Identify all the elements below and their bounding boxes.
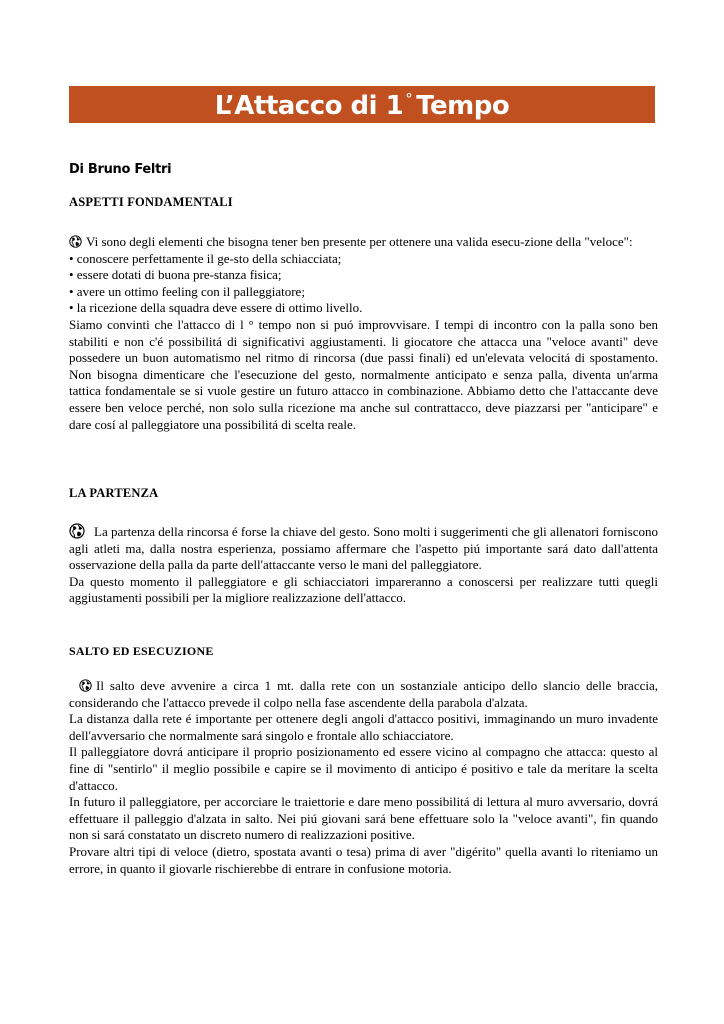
aspetti-intro (69, 234, 658, 251)
bullet-item: • la ricezione della squadra deve essere di ottimo livello. (69, 300, 363, 316)
partenza-text-1: La partenza della rincorsa é forse la chiave del gesto. Sono molti i suggerimenti che gli allenatori forniscono agli atleti ma, dalla nostra esperienza, possiamo affermare che l'aspetto piú importante sará dato dall'attenta osservazione della palla da parte dell'attaccante verso le mani del palleggiatore. (69, 524, 658, 573)
bullet-item: • avere un ottimo feeling con il palleggiatore; (69, 283, 305, 299)
salto-paragraph-5: Provare altri tipi di veloce (dietro, spostata avanti o tesa) prima di aver "digérito" quella avanti lo riteniamo un errore, in quanto il giovarle rischierebbe di entrare in confusione motoria. (69, 843, 658, 876)
title-text-end: Tempo (416, 91, 510, 121)
section-heading-salto: SALTO ED ESECUZIONE (69, 644, 214, 658)
salto-paragraph-3: Il palleggiatore dovrá anticipare il proprio posizionamento ed essere vicino al compagno che attacca: questo al fine di "sentirlo" il meglio possibile e capire se il movimento di anticipo é positivo e tale da meritare la scelta d'attacco. (69, 744, 658, 793)
author-line: Di Bruno Feltri (69, 162, 172, 177)
section-aspetti-body (69, 234, 658, 433)
salto-text-1: Il salto deve avvenire a circa 1 mt. dalla rete con un sostanziale anticipo dello slancio delle braccia, considerando che l'attacco prevede il colpo nella fase ascendente della parabola d'alzata. (69, 678, 658, 710)
title-banner (69, 86, 655, 123)
bullet-item: • essere dotati di buona pre-stanza fisica; (69, 267, 282, 283)
salto-paragraph-2: La distanza dalla rete é importante per ottenere degli angoli d'attacco positivi, immaginando un muro invadente dell'avversario che normalmente sará singolo e frontale allo schiacciatore. (69, 711, 658, 743)
aspetti-intro-text: Vi sono degli elementi che bisogna tener ben presente per ottenere una valida esecu-zione della "veloce": (86, 234, 633, 249)
globe-icon (69, 523, 85, 539)
globe-icon (69, 235, 82, 248)
bullet-item: • conoscere perfettamente il ge-sto della schiacciata; (69, 250, 342, 266)
page-title (215, 90, 509, 121)
section-heading-partenza: LA PARTENZA (69, 486, 159, 500)
partenza-paragraph-2: Da questo momento il palleggiatore e gli schiacciatori impareranno a conoscersi per realizzare tutti quegli aggiustamenti possibili per la migliore realizzazione dell'attacco. (69, 573, 658, 606)
salto-paragraph-1 (69, 678, 658, 711)
partenza-paragraph-1 (69, 523, 658, 574)
salto-paragraph-4: In futuro il palleggiatore, per accorciare le traiettorie e dare meno possibilitá di lettura al muro avversario, dovrá effettuare il palleggio d'alzata in salto. Nei piú giovani sará bene effettuare solo la "veloce avanti", fin quando non si sará constatato un discreto numero di realizzazioni positive. (69, 794, 658, 843)
section-salto-body (69, 678, 658, 877)
title-text: L’Attacco di 1 (214, 91, 404, 121)
globe-icon (79, 679, 92, 692)
title-degree-sign: ° (405, 90, 413, 108)
section-partenza-body (69, 523, 658, 607)
section-heading-aspetti: ASPETTI FONDAMENTALI (69, 195, 233, 209)
aspetti-paragraph: Siamo convinti che l'attacco di l ° tempo non si puó improvvisare. I tempi di incontro con la palla sono ben stabiliti e non c'é possibilitá di significativi aggiustamenti. li giocatore che attacca una "veloce avanti" deve possedere un buon automatismo nel ritmo di rincorsa (due passi finali) ed un'elevata velocitá di spostamento. Non bisogna dimenticare che l'esecuzione del gesto, normalmente anticipato e senza palla, diventa un'arma tattica fondamentale se si vuole gestire un futuro attacco in combinazione. Abbiamo detto che l'attaccante deve essere ben veloce perché, non solo sulla ricezione ma anche sul contrattacco, deve piazzarsi per "anticipare" e dare cosí al palleggiatore una possibilitá di scelta reale. (69, 316, 658, 432)
